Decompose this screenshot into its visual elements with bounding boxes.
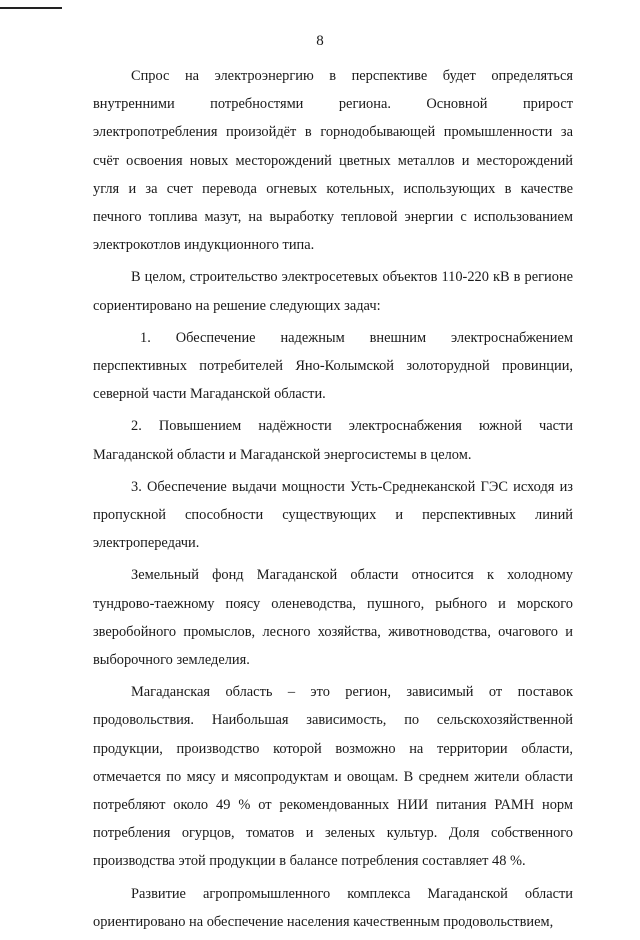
list-item-task-3: 3. Обеспечение выдачи мощности Усть-Среднеканской ГЭС исходя из пропускной способности существующих и перспективных линий электропередачи. — [93, 478, 573, 552]
paragraph-food-dependency: Магаданская область – это регион, зависимый от поставок продовольствия. Наибольшая зависимость, по сельскохозяйственной продукции, производство которой возможно на территории области, отмечается по мясу и мясопродуктам и овощам. В среднем жители области потребляют около 49 % от рекомендованных НИИ питания РАМН норм потребления огурцов, томатов и зеленых культур. Доля собственного производства этой продукции в балансе потребления составляет 48 %. — [93, 684, 573, 870]
paragraph-land-fund: Земельный фонд Магаданской области относится к холодному тундрово-таежному поясу оленеводства, пушного, рыбного и морского зверобойного промыслов, лесного хозяйства, животноводства, очагового и выборочного земледелия. — [93, 567, 573, 669]
list-item-task-2: 2. Повышением надёжности электроснабжения южной части Магаданской области и Магаданской энергосистемы в целом. — [93, 418, 573, 463]
paragraph-agro-development: Развитие агропромышленного комплекса Магаданской области ориентировано на обеспечение населения качественным продовольствием, — [93, 885, 573, 930]
document-body — [93, 62, 573, 940]
paragraph-electricity-demand: Спрос на электроэнергию в перспективе будет определяться внутренними потребностями региона. Основной прирост электропотребления произойдёт в горнодобывающей промышленности за счёт освоения новых месторождений цветных металлов и месторождений угля и за счет перевода огневых котельных, использующих в качестве печного топлива мазут, на выработку тепловой энергии с использованием электрокотлов индукционного типа. — [93, 68, 573, 254]
page-number: 8 — [316, 33, 324, 49]
paragraph-grid-construction: В целом, строительство электросетевых объектов 110-220 кВ в регионе сориентировано на решение следующих задач: — [93, 269, 573, 314]
scan-edge-mark — [0, 7, 62, 9]
list-item-task-1: 1. Обеспечение надежным внешним электроснабжением перспективных потребителей Яно-Колымской золоторудной провинции, северной части Магаданской области. — [93, 329, 573, 403]
